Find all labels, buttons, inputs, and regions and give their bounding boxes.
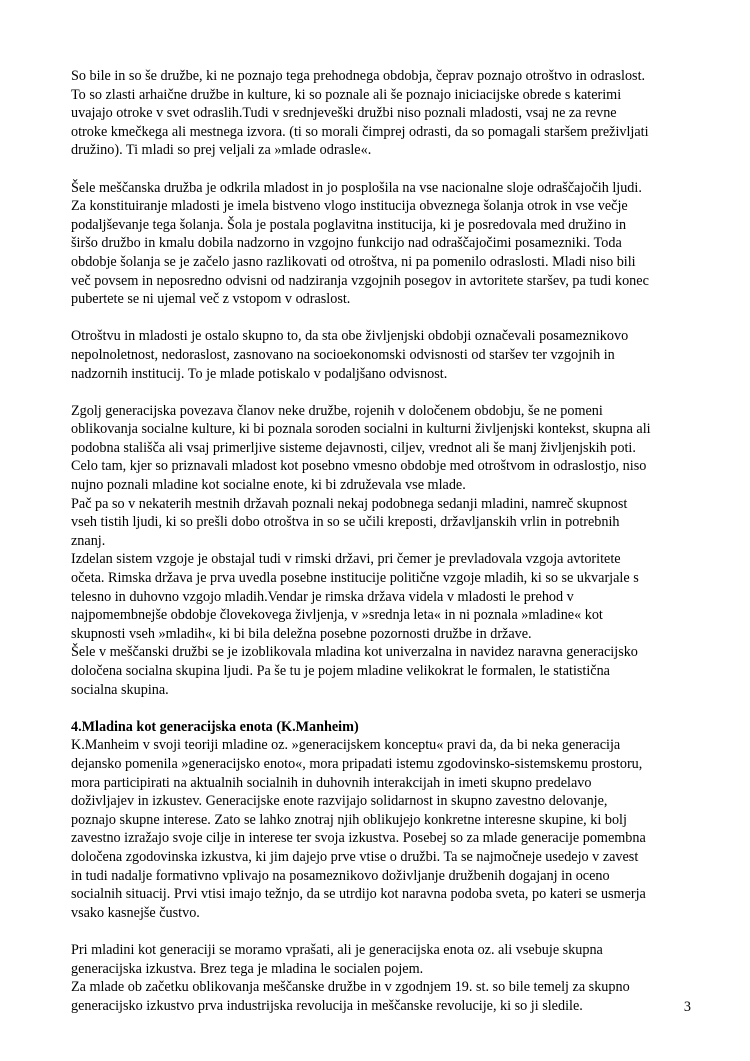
paragraph-2	[71, 179, 691, 309]
text-line: doživljajev in izkustev. Generacijske enote razvijajo solidarnost in skupno zavestno delovanje,	[71, 793, 608, 810]
text-line: generacijska izkustva. Brez tega je mladina le socialen pojem.	[71, 960, 424, 977]
text-line: uvajajo otroke v svet odraslih.Tudi v srednjeveški družbi niso poznali mladosti, vsaj ne za revne	[71, 105, 617, 122]
text-line: najpomembnejše obdobje človekovega življenja, v »srednja leta« in ni poznala »mladine« kot	[71, 607, 603, 624]
text-line: Šele v meščanski družbi se je izoblikovala mladina kot univerzalna in navidez naravna generacijsko	[71, 644, 638, 661]
text-line: znanj.	[71, 532, 106, 549]
text-line: podobna stališča ali vsaj primerljive sisteme dejavnosti, ciljev, vrednot ali še manj življenjskih poti.	[71, 439, 636, 456]
text-line: vsako kasnejše čustvo.	[71, 904, 200, 921]
text-line: in tudi nadalje formativno vplivajo na posameznikovo doživljanje družbenih dogajanj in oceno	[71, 867, 610, 884]
text-line: obdobje šolanja se je začelo jasno razlikovati od otroštva, ni pa pomenilo odraslosti. Mladi niso bili	[71, 253, 636, 270]
text-line: socialnih situacij. Prvi vtisi imajo težnjo, da se utrdijo kot naravna podoba sveta, po kateri se usmerja	[71, 886, 646, 903]
text-line: Celo tam, kjer so priznavali mladost kot posebno vmesno obdobje med otroštvom in odraslostjo, niso	[71, 458, 647, 475]
text-line: očeta. Rimska država je prva uvedla posebne institucije politične vzgoje mladih, ki so se ukvarjale s	[71, 570, 639, 587]
paragraph-4	[71, 402, 691, 700]
text-line: širšo družbo in kmalu dobila nadzorno in vzgojno funkcijo nad odraščajočimi posamezniki. Toda	[71, 235, 622, 252]
text-line: socialna skupina.	[71, 681, 169, 698]
text-line: oblikovanja socialne kulture, ki bi poznala soroden socialni in kulturni življenjski kontekst, skupna ali	[71, 421, 651, 438]
text-line: Šele meščanska družba je odkrila mladost in jo posplošila na vse nacionalne sloje odraščajočih ljudi.	[71, 179, 642, 196]
text-line: nadzornih institucij. To je mlade potiskalo v podaljšano odvisnost.	[71, 365, 448, 382]
text-line: Za konstituiranje mladosti je imela bistveno vlogo institucija obveznega šolanja otrok in vse večje	[71, 198, 628, 215]
text-line: Pri mladini kot generaciji se moramo vprašati, ali je generacijska enota oz. ali vsebuje skupna	[71, 941, 603, 958]
text-line: otroke kmečkega ali mestnega izvora. (ti so morali čimprej odrasti, da so pomagali staršem preživljati	[71, 123, 649, 140]
section-heading: 4.Mladina kot generacijska enota (K.Manheim)	[71, 718, 359, 735]
text-line: Za mlade ob začetku oblikovanja meščanske družbe in v zgodnjem 19. st. so bile temelj za skupno	[71, 979, 630, 996]
text-line: nujno poznali mladine kot socialne enote, ki bi združevala vse mlade.	[71, 477, 466, 494]
text-line: generacijsko izkustvo prva industrijska revolucija in meščanske revolucije, ki so ji sledile.	[71, 997, 583, 1014]
text-line: Pač pa so v nekaterih mestnih državah poznali nekaj podobnega sedanji mladini, namreč skupnost	[71, 495, 628, 512]
text-line: vseh tistih ljudi, ki so prešli dobo otroštva in so se učili kreposti, državljanskih vrlin in potrebnih	[71, 514, 620, 531]
text-line: Zgolj generacijska povezava članov neke družbe, rojenih v določenem obdobju, še ne pomeni	[71, 402, 603, 419]
text-line: podaljševanje tega šolanja. Šola je postala poglavitna institucija, ki je posredovala med družino in	[71, 216, 627, 233]
document-body	[71, 67, 691, 1015]
text-line: nepolnoletnost, nedoraslost, zasnovano na socioekonomski odvisnosti od staršev ter vzgojnih in	[71, 346, 615, 363]
text-line: dejansko pomenila »generacijsko enoto«, mora pripadati istemu zgodovinsko-sistemskemu prostoru,	[71, 755, 643, 772]
section-paragraph-1	[71, 736, 691, 922]
text-line: določena zgodovinska izkustva, ki jim dajejo prve vtise o družbi. Ta se najmočneje usedejo v zavest	[71, 848, 639, 865]
text-line: Izdelan sistem vzgoje je obstajal tudi v rimski državi, pri čemer je prevladovala vzgoja avtoritete	[71, 551, 621, 568]
text-line: To so zlasti arhaične družbe in kulture, ki so poznale ali še poznajo iniciacijske obrede s katerimi	[71, 86, 622, 103]
text-line: telesno in duhovno vzgojo mladih.Vendar je rimska država videla v mladosti le prehod v	[71, 588, 574, 605]
text-line: poznajo skupne interese. Zato se lahko znotraj njih oblikujejo konkretne interesne skupine, ki bolj	[71, 811, 627, 828]
page-number: 3	[683, 999, 691, 1015]
text-line: So bile in so še družbe, ki ne poznajo tega prehodnega obdobja, čeprav poznajo otroštvo in odraslost.	[71, 68, 646, 84]
text-line: Otroštvu in mladosti je ostalo skupno to, da sta obe življenjski obdobji označevali posameznikovo	[71, 328, 629, 345]
paragraph-3	[71, 327, 691, 383]
text-line: pubertete se ni ujemal več z vstopom v odraslost.	[71, 291, 351, 308]
paragraph-1	[71, 67, 691, 160]
text-line: skupnosti vseh »mladih«, ki bi bila deležna posebne pozornosti družbe in države.	[71, 625, 532, 642]
section-paragraph-2	[71, 941, 691, 1015]
text-line: več povsem in neposredno odvisni od nadziranja vzgojnih posegov in avtoritete staršev, pa tudi konec	[71, 272, 649, 289]
text-line: K.Manheim v svoji teoriji mladine oz. »generacijskem konceptu« pravi da, da bi neka generacija	[71, 737, 621, 754]
text-line: zavestno izražajo svoje cilje in interese ter svoja izkustva. Posebej so za mlade generacije pomembna	[71, 830, 646, 847]
text-line: mora participirati na aktualnih socialnih in duhovnih interakcijah in imeti skupno predelavo	[71, 774, 592, 791]
text-line: družino). Ti mladi so prej veljali za »mlade odrasle«.	[71, 142, 372, 159]
text-line: določena socialna skupina ljudi. Pa še tu je pojem mladine velikokrat le formalen, le statistična	[71, 663, 610, 679]
